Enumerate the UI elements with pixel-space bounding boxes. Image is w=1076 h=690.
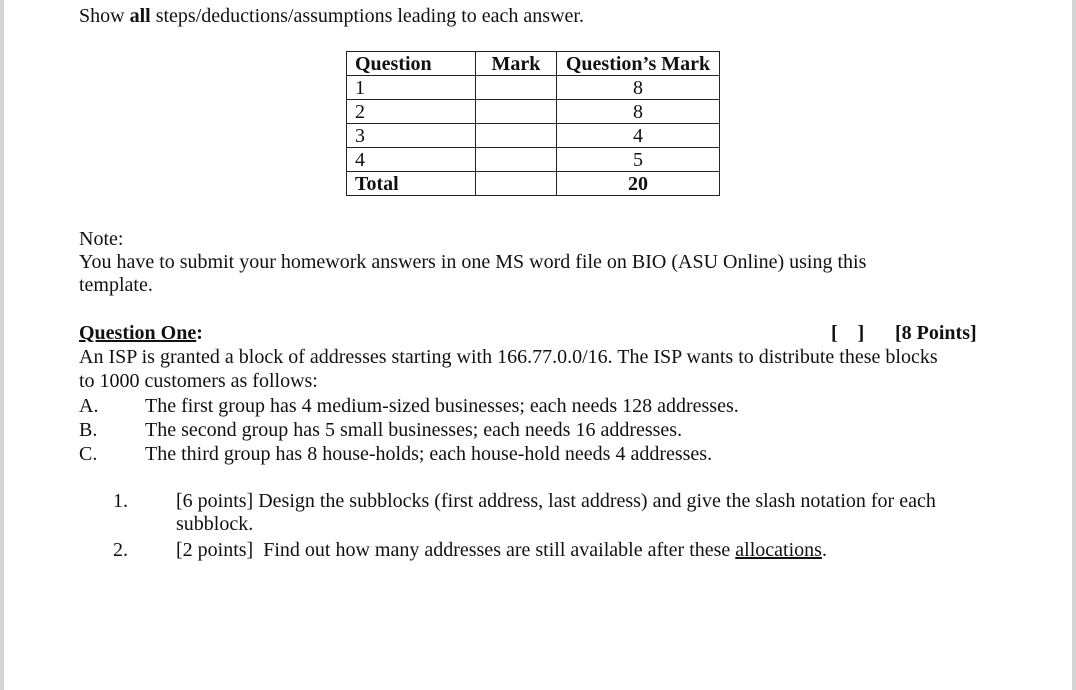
cell-question: 3 [347, 124, 476, 148]
task-number: 1. [113, 490, 128, 512]
group-letter: B. [79, 419, 98, 441]
question-one-points: [8 Points] [895, 322, 977, 344]
header-mark: Mark [476, 52, 557, 76]
group-text: The third group has 8 house-holds; each house-hold needs 4 addresses. [145, 443, 713, 465]
cell-question: 1 [347, 76, 476, 100]
cell-question-mark: 8 [557, 76, 720, 100]
group-text: The second group has 5 small businesses; each needs 16 addresses. [145, 419, 683, 441]
score-box[interactable]: [ ] [831, 322, 865, 344]
task-number: 2. [113, 539, 128, 561]
task-text-line-2: subblock. [176, 513, 254, 535]
table-total-row [347, 172, 720, 196]
task-text-before: [2 points] Find out how many addresses are still available after these [176, 539, 736, 561]
cell-question: 2 [347, 100, 476, 124]
table-row [347, 100, 720, 124]
marks-table [346, 51, 720, 196]
cell-mark[interactable] [476, 148, 557, 172]
task-text-line-1: [6 points] Design the subblocks (first address, last address) and give the slash notation for each [176, 490, 936, 512]
note-line-1: You have to submit your homework answers in one MS word file on BIO (ASU Online) using this [79, 251, 867, 273]
cell-mark[interactable] [476, 100, 557, 124]
table-row [347, 76, 720, 100]
cell-question-mark: 4 [557, 124, 720, 148]
header-question: Question [347, 52, 476, 76]
cell-mark[interactable] [476, 124, 557, 148]
group-letter: C. [79, 443, 98, 465]
note-line-2: template. [79, 274, 153, 296]
instructions-line [79, 4, 584, 28]
cell-question-mark: 8 [557, 100, 720, 124]
cell-total-mark[interactable] [476, 172, 557, 196]
instructions-prefix: Show [79, 5, 130, 27]
cell-total-label: Total [347, 172, 476, 196]
instructions-suffix: steps/deductions/assumptions leading to each answer. [150, 5, 584, 27]
marks-table-header [347, 52, 720, 76]
cell-question-mark: 5 [557, 148, 720, 172]
group-letter: A. [79, 395, 99, 417]
cell-total-question-mark: 20 [557, 172, 720, 196]
question-one-title: Question One [79, 322, 197, 344]
question-one-heading [79, 321, 203, 345]
header-question-mark: Question’s Mark [557, 52, 720, 76]
note-label: Note: [79, 228, 124, 250]
question-one-colon: : [196, 322, 203, 344]
table-row [347, 124, 720, 148]
task-text-underlined: allocations [735, 539, 822, 561]
table-row [347, 148, 720, 172]
group-text: The first group has 4 medium-sized businesses; each needs 128 addresses. [145, 395, 739, 417]
cell-question: 4 [347, 148, 476, 172]
instructions-emphasis: all [129, 5, 151, 27]
cell-mark[interactable] [476, 76, 557, 100]
question-one-intro-line-1: An ISP is granted a block of addresses starting with 166.77.0.0/16. The ISP wants to distribute these blocks [79, 346, 938, 368]
question-one-intro-line-2: to 1000 customers as follows: [79, 370, 318, 392]
task-text-after: . [821, 539, 827, 561]
task-text [176, 538, 827, 562]
